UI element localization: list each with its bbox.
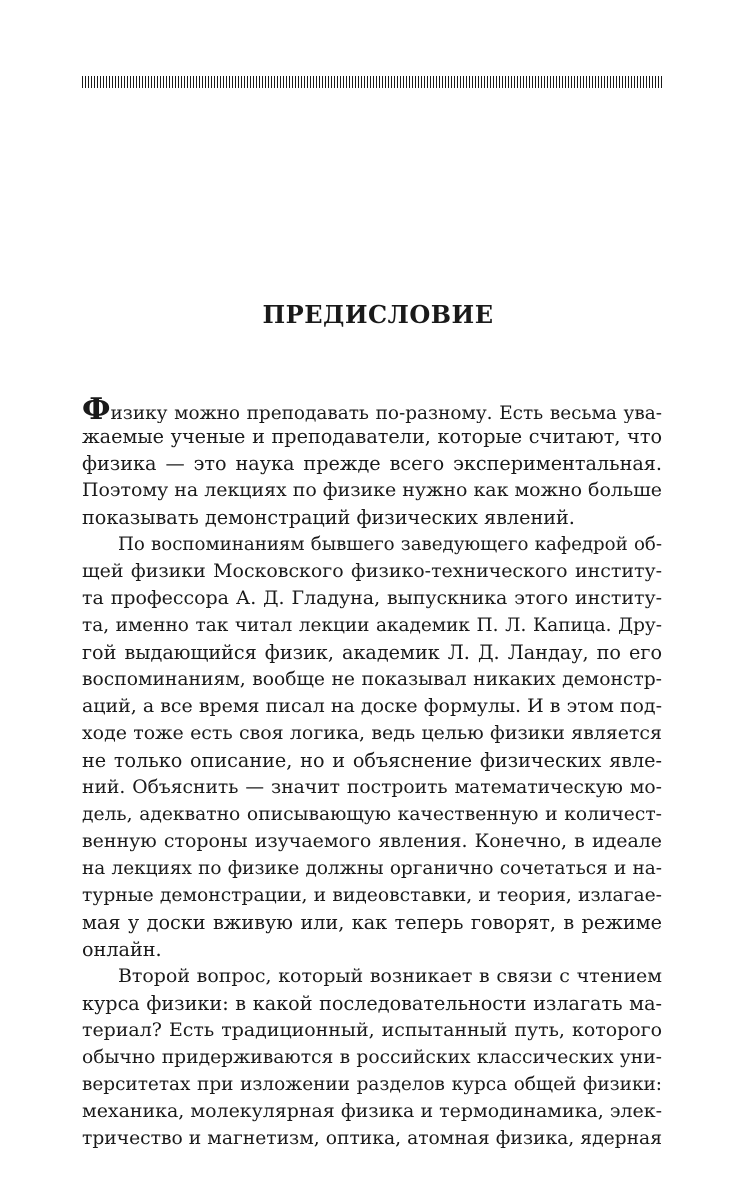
decorative-header-rule	[82, 76, 662, 88]
text-line: показывать демонстраций физических явлений.	[82, 506, 575, 529]
text-line: Поэтому на лекциях по физике нужно как можно больше	[82, 479, 662, 501]
text-line: мая у доски вживую или, как теперь говорят, в режиме	[82, 911, 662, 934]
text-line: щей физики Московского физико-технического институ-	[82, 560, 662, 582]
text-line: ний. Объяснить — значит построить математическую мо-	[82, 777, 662, 798]
text-line: Физику можно преподавать по-разному. Есть весьма ува-	[82, 396, 662, 423]
text-line: воспоминаниям, вообще не показывал никаких демонстр-	[82, 669, 662, 690]
text-line: венную стороны изучаемого явления. Конечно, в идеале	[82, 830, 662, 852]
text-line: обычно придерживаются в российских классических уни-	[82, 1047, 662, 1068]
text-line: физика — это наука прежде всего экспериментальная.	[82, 452, 662, 475]
text-line: По воспоминаниям бывшего заведующего кафедрой об-	[118, 534, 662, 555]
text-line: не только описание, но и объяснение физических явле-	[82, 749, 662, 772]
text-line: верситетах при изложении разделов курса общей физики:	[82, 1074, 662, 1095]
text-line: дель, адекватно описывающую качественную и количест-	[82, 804, 662, 825]
text-line: аций, а все время писал на доске формулы. И в этом под-	[82, 695, 662, 717]
text-line: та, именно так читал лекции академик П. Л. Капица. Дру-	[82, 615, 662, 636]
body-text	[82, 396, 662, 1152]
text-line: турные демонстрации, и видеовставки, и теория, излагае-	[82, 885, 662, 906]
text-line: онлайн.	[82, 938, 162, 961]
text-line: та профессора А. Д. Гладуна, выпускника этого институ-	[82, 587, 662, 609]
chapter-title: ПРЕДИСЛОВИЕ	[262, 300, 494, 329]
text-line: гой выдающийся физик, академик Л. Д. Ландау, по его	[82, 641, 662, 664]
text-line: на лекциях по физике должны органично сочетаться и на-	[82, 858, 662, 879]
text-line: Второй вопрос, который возникает в связи с чтением	[118, 965, 662, 987]
text-line: тричество и магнетизм, оптика, атомная физика, ядерная	[82, 1128, 662, 1149]
drop-cap: Ф	[82, 396, 111, 423]
text-line: жаемые ученые и преподаватели, которые считают, что	[82, 425, 662, 448]
text-line: ходе тоже есть своя логика, ведь целью физики является	[82, 722, 662, 744]
text-line: териал? Есть традиционный, испытанный путь, которого	[82, 1019, 662, 1041]
text-line: курса физики: в какой последовательности излагать ма-	[82, 992, 662, 1015]
text-line: механика, молекулярная физика и термодинамика, элек-	[82, 1100, 662, 1122]
